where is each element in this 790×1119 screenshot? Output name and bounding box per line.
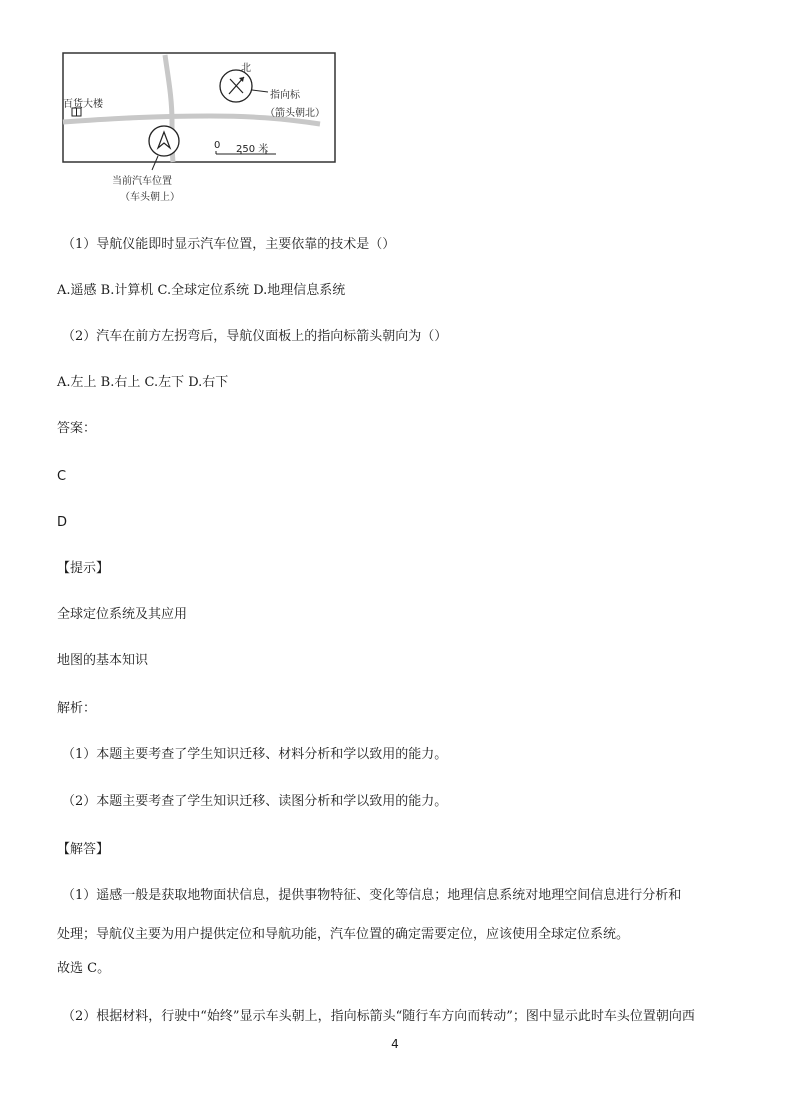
answer-heading: 答案：	[57, 421, 97, 436]
answer-2: D	[57, 515, 68, 530]
question-2: （2）汽车在前方左拐弯后，导航仪面板上的指向标箭头朝向为（）	[62, 329, 448, 344]
analysis-heading: 解析：	[57, 701, 97, 716]
map-drawing	[60, 52, 339, 202]
indicator-label: 指向标	[270, 90, 300, 101]
question-1: （1）导航仪能即时显示汽车位置，主要依靠的技术是（）	[62, 237, 396, 252]
hint-item-1: 全球定位系统及其应用	[57, 607, 188, 622]
analysis-2: （2）本题主要考查了学生知识迁移、读图分析和学以致用的能力。	[62, 794, 448, 809]
page-number: 4	[391, 1037, 399, 1051]
question-2-options: A.左上 B.右上 C.左下 D.右下	[57, 375, 229, 390]
hint-heading: 【提示】	[57, 561, 110, 576]
hint-item-2: 地图的基本知识	[57, 653, 149, 668]
scale-value-label: 250 米	[236, 144, 269, 155]
solution-2-line-1: （2）根据材料，行驶中“始终”显示车头朝上，指向标箭头“随行车方向而转动”；图中显示此时车头位置朝向西	[62, 1009, 695, 1024]
analysis-1: （1）本题主要考查了学生知识迁移、材料分析和学以致用的能力。	[62, 747, 448, 762]
question-1-options: A.遥感 B.计算机 C.全球定位系统 D.地理信息系统	[57, 283, 346, 298]
solution-heading: 【解答】	[57, 842, 110, 857]
map-figure	[60, 52, 339, 203]
car-position-note: （车头朝上）	[120, 192, 180, 203]
indicator-note: （箭头朝北）	[265, 108, 325, 119]
compass-north-label: 北	[241, 63, 251, 74]
solution-1-line-2: 处理；导航仪主要为用户提供定位和导航功能，汽车位置的确定需要定位，应该使用全球定位系统。	[57, 927, 630, 942]
store-label: 百货大楼	[63, 99, 103, 110]
answer-1: C	[57, 469, 67, 484]
scale-zero-label: 0	[214, 140, 221, 151]
car-position-label: 当前汽车位置	[112, 176, 172, 187]
solution-1-conclusion: 故选 C。	[57, 961, 111, 976]
solution-1-line-1: （1）遥感一般是获取地物面状信息，提供事物特征、变化等信息；地理信息系统对地理空间信息进行分析和	[62, 888, 682, 903]
